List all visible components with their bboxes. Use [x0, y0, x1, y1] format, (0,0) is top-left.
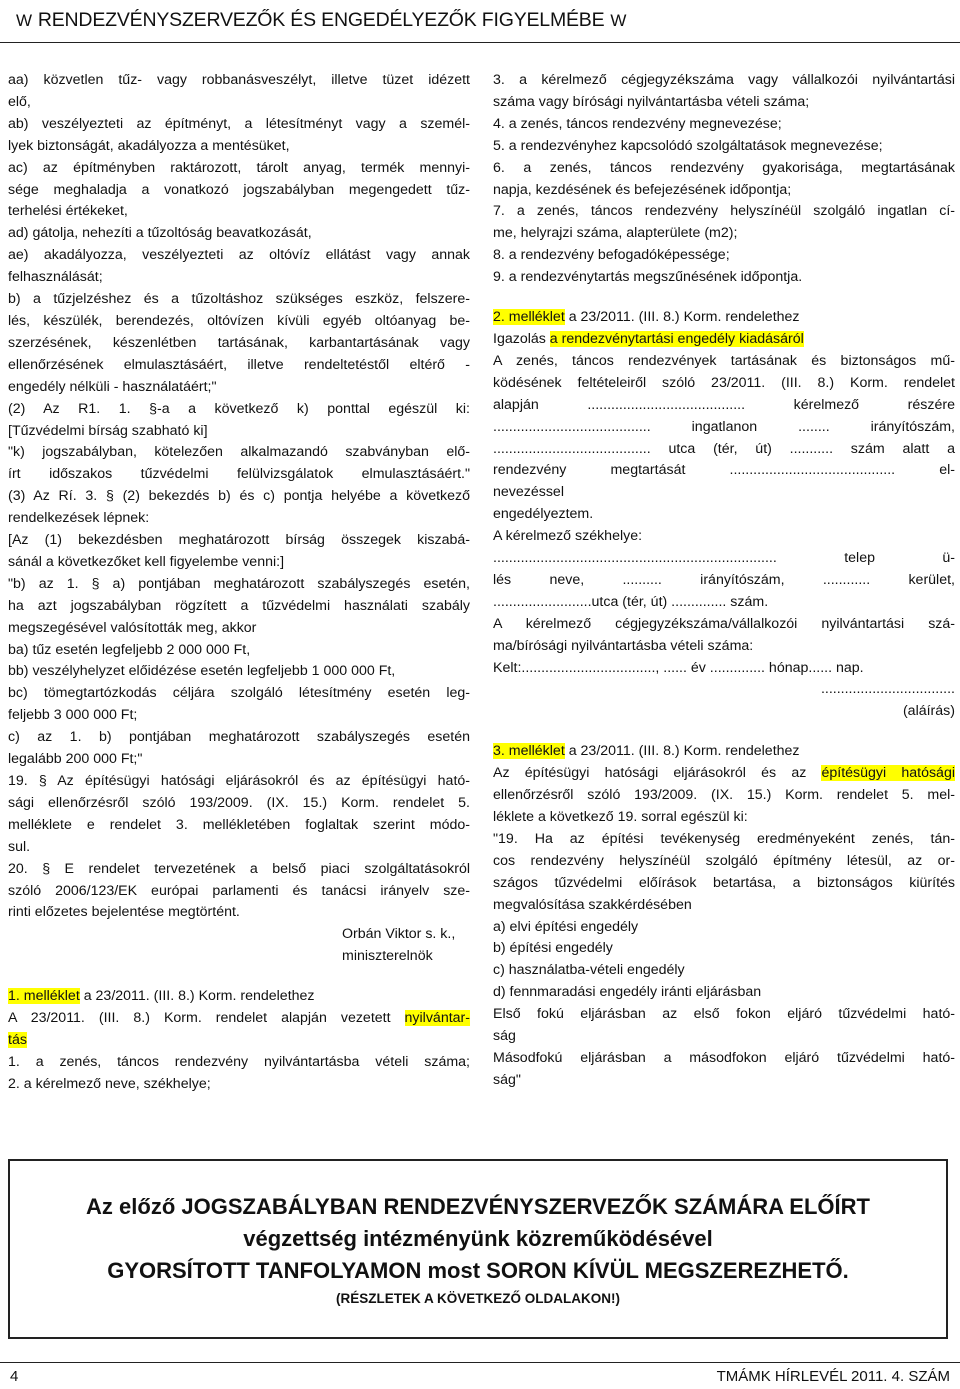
- header-title: RENDEZVÉNYSZERVEZŐK ÉS ENGEDÉLYEZŐK FIGYELMÉBE: [37, 9, 605, 31]
- text-line: [8, 986, 470, 1008]
- text-span: Az építésügyi hatósági eljárásokról és az: [493, 765, 822, 782]
- section-gap: [8, 968, 470, 986]
- highlighted-text: 1. melléklet: [8, 988, 80, 1005]
- text-line: A kérelmező cégjegyzékszáma/vállalkozói nyilvántartási szá-: [493, 615, 955, 632]
- text-line: 4. a zenés, táncos rendezvény megnevezése;: [493, 115, 782, 132]
- text-line: lyek biztonságát, akadályozza a mentésüket,: [8, 137, 290, 154]
- text-line: melléklete e rendelet 3. mellékletében foglaltak szerint módo-: [8, 816, 470, 833]
- highlighted-text: építésügyi hatósági: [821, 765, 955, 782]
- text-line: megvalósítása szakkérdésében: [493, 896, 692, 913]
- text-line: b) a tűzjelzéshez és a tűzoltáshoz szükséges eszköz, felszere-: [8, 291, 470, 308]
- text-line: rendelkezések lépnek:: [8, 510, 150, 527]
- text-line: lés, készülék, berendezés, oltóvízen kívüli egyéb oltóanyag be-: [8, 312, 470, 329]
- page-number: 4: [10, 1368, 19, 1385]
- text-line: 3. a kérelmező cégjegyzékszáma vagy vállalkozói nyilvántartási: [493, 72, 955, 88]
- text-line: 9. a rendezvénytartás megszűnésének időpontja.: [493, 269, 803, 286]
- text-line: ac) az építményben raktározott, tárolt anyag, termék mennyi-: [8, 159, 470, 176]
- text-line: ad) gátolja, nehezíti a tűzoltóság beavatkozását,: [8, 225, 312, 242]
- highlighted-text: a rendezvénytartási engedély kiadásáról: [549, 330, 804, 347]
- text-line: Orbán Viktor s. k.,: [342, 926, 456, 943]
- text-line: [8, 1030, 470, 1052]
- text-line: szágos tűzvédelmi előírások betartása, a biztonságos kiürítés: [493, 874, 955, 891]
- text-line: 19. § Az építésügyi hatósági eljárásokról és az építésügyi ható-: [8, 773, 470, 789]
- text-line: feljebb 3 000 000 Ft;: [8, 707, 138, 724]
- highlighted-text: tás: [8, 1031, 27, 1048]
- text-line: me, helyrajzi száma, alapterülete (m2);: [493, 225, 738, 242]
- text-line: bc) tömegtartózkodás céljára szolgáló létesítmény esetén leg-: [8, 685, 470, 702]
- text-line: ba) tűz esetén legfeljebb 2 000 000 Ft,: [8, 641, 251, 658]
- text-line: felhasználását;: [8, 269, 103, 286]
- text-line: sul.: [8, 838, 31, 855]
- text-line: 8. a rendezvény befogadóképessége;: [493, 247, 730, 264]
- text-line: napja, kezdésének és befejezésének időpontja;: [493, 181, 792, 198]
- text-line: .........................utca (tér, út) .............. szám.: [493, 593, 769, 610]
- text-line: szerzésének, készenlétben tartásának, karbantartásának vagy: [8, 334, 470, 351]
- text-span: a 23/2011. (III. 8.) Korm. rendelethez: [564, 743, 800, 760]
- text-line: ma/bírósági nyilvántartásba vételi száma:: [493, 637, 754, 654]
- text-line: száma vagy bírósági nyilvántartásba vételi száma;: [493, 93, 810, 110]
- promo-line-1: Az előző JOGSZABÁLYBAN RENDEZVÉNYSZERVEZŐK SZÁMÁRA ELŐÍRT: [86, 1194, 870, 1219]
- text-line: ellenőrzésének elmulasztásáért, illetve rendeltetéstől eltérő -: [8, 356, 470, 373]
- text-line: d) fennmaradási engedély iránti eljárásban: [493, 984, 762, 1001]
- text-line: [493, 329, 955, 351]
- text-line: rendezvény megtartását .......................................... el-: [493, 462, 955, 479]
- text-line: 5. a rendezvényhez kapcsolódó szolgáltatások megnevezése;: [493, 137, 883, 154]
- text-line: elő,: [8, 93, 31, 110]
- header-mark-right: W: [610, 11, 627, 30]
- publication-name: TMÁMK HÍRLEVÉL 2011. 4. SZÁM: [716, 1368, 950, 1385]
- text-line: léklete a következő 19. sorral egészül ki:: [493, 809, 748, 825]
- text-line: [493, 741, 955, 763]
- text-line: [493, 307, 955, 329]
- highlighted-text: 3. melléklet: [493, 743, 565, 760]
- text-line: nevezéssel: [493, 484, 564, 501]
- text-line: (3) Az Rí. 3. § (2) bekezdés b) és c) pontja helyébe a következő: [8, 488, 470, 505]
- text-line: 20. § E rendelet tervezetének a belső piaci szolgáltatásokról: [8, 860, 470, 877]
- text-line: ........................................ utca (tér, út) ........... szám alatt a: [493, 440, 955, 457]
- text-line: (aláírás): [902, 703, 955, 720]
- text-line: ha azt jogszabályban rögzített a tűzvédelmi használati szabály: [8, 597, 470, 614]
- highlighted-text: nyilvántar-: [404, 1010, 470, 1027]
- text-line: ........................................ ingatlanon ........ irányítószám,: [493, 418, 955, 435]
- text-line: ellenőrzésről szóló 193/2009. (IX. 15.) Korm. rendelet 5. mel-: [493, 787, 955, 804]
- section-gap: [493, 723, 955, 741]
- promo-box: [8, 1159, 948, 1339]
- text-line: sági ellenőrzésről szóló 193/2009. (IX. 15.) Korm. rendelet 5.: [8, 794, 470, 811]
- text-line: ság: [493, 1028, 516, 1045]
- text-line: terhelési értékeket,: [8, 203, 128, 220]
- text-line: c) az 1. b) pontjában meghatározott szabályszegés esetén: [8, 729, 470, 746]
- text-line: A zenés, táncos rendezvények tartásának és biztonságos mű-: [493, 352, 955, 369]
- text-line: ae) akadályozza, veszélyezteti az oltóvíz ellátást vagy annak: [8, 247, 470, 264]
- text-line: írt időszakos tűzvédelmi felülvizsgálatok elmulasztásáért.": [8, 466, 470, 483]
- highlighted-text: 2. melléklet: [493, 309, 565, 326]
- text-line: (2) Az R1. 1. §-a a következő k) ponttal egészül ki:: [8, 400, 470, 417]
- text-span: a 23/2011. (III. 8.) Korm. rendelethez: [564, 309, 800, 326]
- text-line: alapján ........................................ kérelmező részére: [493, 396, 955, 413]
- text-line: engedély nélküli - használatáért;": [8, 378, 217, 395]
- text-line: Első fokú eljárásban az első fokon eljáró tűzvédelmi ható-: [493, 1006, 955, 1023]
- text-line: rinti előzetes bejelentése megtörtént.: [8, 904, 240, 921]
- text-line: "b) az 1. § a) pontjában meghatározott szabályszegés esetén,: [8, 575, 470, 592]
- text-line: 2. a kérelmező neve, székhelye;: [8, 1075, 211, 1092]
- page-header: [10, 6, 950, 42]
- text-line: 1. a zenés, táncos rendezvény nyilvántartásba vételi száma;: [8, 1053, 470, 1070]
- text-line: bb) veszélyhelyzet előidézése esetén legfeljebb 1 000 000 Ft,: [8, 663, 396, 680]
- text-line: A kérelmező székhelye:: [493, 528, 643, 545]
- text-line: sége meghaladja a vonatkozó jogszabályban megengedett tűz-: [8, 181, 470, 198]
- text-line: "19. Ha az építési tevékenység eredményeként zenés, tán-: [493, 830, 955, 847]
- text-line: ........................................................................ telep ü-: [493, 550, 955, 567]
- text-line: szóló 2006/123/EK európai parlamenti és tanácsi irányelv sze-: [8, 882, 470, 899]
- text-line: ködésének feltételeiről szóló 23/2011. (III. 8.) Korm. rendelet: [493, 374, 955, 391]
- promo-line-4: (RÉSZLETEK A KÖVETKEZŐ OLDALAKON!): [336, 1291, 620, 1306]
- left-column: [8, 70, 470, 1096]
- text-line: Kelt:.................................., ...... év .............. hónap...... nap.: [493, 659, 864, 676]
- right-column: [493, 70, 955, 1092]
- text-line: [Az (1) bekezdésben meghatározott bírság összegek kiszabá-: [8, 532, 470, 549]
- text-span: Igazolás: [493, 330, 550, 347]
- text-line: lés neve, .......... irányítószám, ............ kerület,: [493, 571, 955, 588]
- text-line: c) használatba-vételi engedély: [493, 962, 685, 979]
- text-line: aa) közvetlen tűz- vagy robbanásveszélyt, illetve tüzet idézett: [8, 72, 470, 88]
- header-divider: [0, 42, 960, 43]
- text-line: 6. a zenés, táncos rendezvény gyakorisága, megtartásának: [493, 159, 955, 176]
- footer-divider: [0, 1362, 960, 1363]
- text-line: "k) jogszabályban, kötelezően alkalmazandó szabványban elő-: [8, 444, 470, 461]
- text-span: A 23/2011. (III. 8.) Korm. rendelet alapján vezetett: [8, 1010, 405, 1027]
- promo-line-3: GYORSÍTOTT TANFOLYAMON most SORON KÍVÜL MEGSZEREZHETŐ.: [107, 1258, 849, 1283]
- promo-line-2: végzettség intézményünk közreműködésével: [243, 1226, 713, 1251]
- text-line: cos rendezvény helyszínéül szolgáló építmény létesül, az or-: [493, 852, 955, 869]
- text-line: miniszterelnök: [342, 948, 433, 965]
- section-gap: [493, 289, 955, 307]
- text-line: [Tűzvédelmi bírság szabható ki]: [8, 422, 208, 439]
- text-line: 7. a zenés, táncos rendezvény helyszínéül szolgáló ingatlan cí-: [493, 203, 955, 220]
- text-line: [8, 1008, 470, 1030]
- text-line: legalább 200 000 Ft;": [8, 751, 143, 768]
- text-line: [493, 763, 955, 785]
- text-line: ság": [493, 1071, 521, 1088]
- text-line: Másodfokú eljárásban a másodfokon eljáró tűzvédelmi ható-: [493, 1049, 955, 1066]
- text-line: megszegésével valósították meg, akkor: [8, 619, 257, 636]
- text-line: a) elvi építési engedély: [493, 918, 639, 935]
- text-line: ..................................: [820, 681, 955, 698]
- text-span: a 23/2011. (III. 8.) Korm. rendelethez: [79, 988, 315, 1005]
- header-mark-left: W: [16, 11, 32, 30]
- text-line: b) építési engedély: [493, 940, 613, 957]
- text-line: ab) veszélyezteti az építményt, a létesítményt vagy a személ-: [8, 115, 470, 132]
- text-line: engedélyeztem.: [493, 506, 594, 523]
- text-line: sánál a következőket kell figyelembe venni:]: [8, 553, 285, 570]
